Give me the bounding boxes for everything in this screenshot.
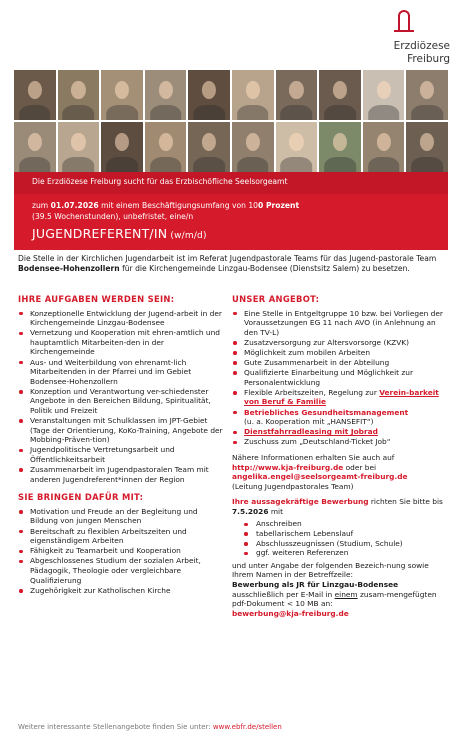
document-item-text: Abschlusszeugnissen (Studium, Schule): [256, 538, 403, 548]
contact-paragraph: [232, 453, 444, 491]
elderly-person-photo: [145, 70, 187, 120]
document-item: [244, 519, 444, 529]
task-item-text: Konzeptionelle Entwicklung der Jugend-arbeit in der Kirchengemeinde Linzgau-Bodensee: [30, 308, 222, 328]
man-photo: [319, 70, 361, 120]
bullet-icon: [233, 361, 237, 365]
bullet-icon: [19, 560, 23, 564]
bullet-icon: [244, 542, 248, 546]
document-item-text: ggf. weiteren Referenzen: [256, 548, 349, 558]
application-text-a: und unter Angabe der folgenden Bezeich-nung sowie Ihrem Namen in der Betreffzeile:: [232, 560, 429, 580]
offer-item-leasing: [232, 427, 444, 437]
bullet-icon: [19, 550, 23, 554]
woman-photo: [145, 122, 187, 172]
bullet-icon: [244, 552, 248, 556]
kja-website-link[interactable]: http://www.kja-freiburg.de: [232, 462, 344, 472]
task-item: [18, 328, 223, 357]
footer-jobs-link[interactable]: www.ebfr.de/stellen: [212, 723, 282, 731]
profile-item: [18, 586, 223, 596]
family-link[interactable]: Verein-barkeit von Beruf & Familie: [244, 387, 439, 407]
offer-ticket-text: Zuschuss zum „Deutschland-Ticket Job“: [244, 437, 391, 447]
man-photo: [101, 122, 143, 172]
task-item-text: Aus- und Weiterbildung von ehrenamt-lich Mitarbeitenden in der Pfarrei und im Gebiet Bodensee-Hohenzollern: [30, 357, 192, 386]
offer-item: [232, 368, 444, 387]
offer-flex-text: Flexible Arbeitszeiten, Regelung zur: [244, 387, 380, 397]
contact-email-link[interactable]: angelika.engel@seelsorgeamt-freiburg.de: [232, 472, 408, 482]
bullet-icon: [19, 390, 23, 394]
cathedral-icon: [394, 10, 414, 36]
bullet-icon: [19, 312, 23, 316]
profile-item: [18, 556, 223, 585]
intro-part-1: Die Stelle in der Kirchlichen Jugendarbeit ist im Referat Jugendpastorale Teams für das Jugend-pastorale Team: [18, 254, 437, 263]
bullet-icon: [233, 441, 237, 445]
bullet-icon: [244, 532, 248, 536]
photographer-photo: [406, 122, 448, 172]
bullet-icon: [19, 419, 23, 423]
banner-start-mid: mit einem Beschäftigungsumfang von 10: [98, 201, 259, 210]
profile-item-text: Bereitschaft zu flexiblen Arbeitszeiten und eigenständigem Arbeiten: [30, 526, 187, 546]
reading-person-photo: [188, 122, 230, 172]
profile-heading: SIE BRINGEN DAFÜR MIT:: [18, 492, 144, 503]
profile-item-text: Fähigkeit zu Teamarbeit und Kooperation: [30, 546, 181, 556]
woman-photo: [276, 122, 318, 172]
person-photo: [101, 70, 143, 120]
bullet-icon: [19, 361, 23, 365]
group-photo: [58, 70, 100, 120]
profile-item: [18, 546, 223, 556]
task-item-text: Veranstaltungen mit Schulklassen im JPT-Gebiet (Tage der Orientierung, KoKo-Training, Angebote der Mobbing-Präven-tion): [30, 416, 223, 445]
bullet-icon: [233, 312, 237, 316]
family-photo: [14, 122, 56, 172]
job-banner: [14, 172, 448, 250]
task-item-text: Vernetzung und Kooperation mit ehren-amtlich und hauptamtlich Mitarbeiten-den in der Kirchengemeinde: [30, 328, 220, 357]
application-text-b2: zusam-mengefügten pdf-Dokument < 10 MB an:: [232, 589, 437, 609]
profile-item-text: Motivation und Freude an der Begleitung und Bildung von jungen Menschen: [30, 506, 198, 526]
bullet-icon: [233, 431, 237, 435]
right-column: [232, 295, 444, 618]
bullet-icon: [233, 341, 237, 345]
offer-health-text: Betriebliches Gesundheitsmanagement: [244, 407, 409, 417]
task-item: [18, 445, 223, 464]
offer-item-text: Zusatzversorgung zur Altersvorsorge (KZVK): [244, 337, 410, 347]
photo-collage: [14, 70, 448, 172]
offer-health-sub: (u. a. Kooperation mit „HANSEFIT“): [244, 417, 374, 427]
bullet-icon: [233, 391, 237, 395]
banner-start-date: 01.07.2026: [50, 201, 99, 210]
profile-item-text: Zugehörigkeit zur Katholischen Kirche: [30, 585, 171, 595]
offer-item: [232, 358, 444, 368]
contact-text-2: oder bei: [343, 462, 377, 472]
offer-item-health: [232, 408, 444, 427]
banner-start-pre: zum: [32, 201, 51, 210]
bullet-icon: [19, 332, 23, 336]
logo-line-1: Erzdiözese: [393, 40, 450, 52]
bullet-icon: [233, 371, 237, 375]
seated-person-photo: [188, 70, 230, 120]
footer-text: Weitere interessante Stellenangebote finden Sie unter:: [18, 723, 213, 731]
offer-item-text: Eine Stelle in Entgeltgruppe 10 bzw. bei Vorliegen der Voraussetzungen EG 11 nach AVO (in Anlehnung an den TV-L): [244, 308, 443, 337]
job-title-suffix: (w/m/d): [167, 231, 207, 241]
profile-item: [18, 507, 223, 526]
team-meeting-photo: [14, 70, 56, 120]
application-deadline: 7.5.2026: [232, 506, 269, 516]
task-item-text: Konzeption und Verantwortung ver-schiedenster Angebote in den Bereichen Bildung, Spiritualität, Politik und Freizeit: [30, 386, 211, 416]
task-item: [18, 416, 223, 445]
offer-list-extra: [232, 388, 444, 447]
person-at-desk-photo: [363, 122, 405, 172]
child-photo: [58, 122, 100, 172]
jobrad-link[interactable]: Dienstfahrradleasing mit Jobrad: [244, 427, 378, 437]
profile-item: [18, 527, 223, 546]
offer-item-text: Qualifizierte Einarbeitung und Möglichkeit zur Personalentwicklung: [244, 368, 413, 387]
offer-item: [232, 348, 444, 358]
application-deadline-rest: mit: [268, 506, 283, 516]
application-subject: Bewerbung als JR für Linzgau-Bodensee: [232, 580, 399, 590]
banner-start-line: [14, 201, 448, 212]
outdoor-photo: [319, 122, 361, 172]
bullet-icon: [233, 351, 237, 355]
job-title-text: JUGENDREFERENT/IN: [32, 226, 168, 241]
group-photo: [406, 70, 448, 120]
application-text-b1: ausschließlich per E-Mail in: [232, 589, 335, 599]
banner-hours-line: (39.5 Wochenstunden), unbefristet, eine/n: [32, 211, 194, 221]
application-lead: [232, 497, 444, 516]
task-item: [18, 309, 223, 328]
profile-item-text: Abgeschlossenes Studium der sozialen Arbeit, Pädagogik, Theologie oder vergleichbare Qualifizierung: [30, 556, 201, 585]
task-item-text: Zusammenarbeit im Jugendpastoralen Team mit anderen Jugendreferent*innen der Region: [30, 465, 209, 484]
document-item: [244, 539, 444, 549]
offer-item-ticket: [232, 437, 444, 447]
document-item-text: tabellarischem Lebenslauf: [256, 529, 354, 539]
woman-photo: [276, 70, 318, 120]
footer: [18, 723, 282, 731]
person-photo: [232, 70, 274, 120]
offer-list: [232, 309, 444, 388]
offer-item-text: Möglichkeit zum mobilen Arbeiten: [244, 347, 371, 357]
banner-intro: Die Erzdiözese Freiburg sucht für das Erzbischöfliche Seelsorgeamt: [14, 172, 448, 194]
bullet-icon: [19, 510, 23, 514]
application-email-link[interactable]: bewerbung@kja-freiburg.de: [232, 608, 349, 618]
task-item: [18, 358, 223, 387]
bullet-icon: [244, 523, 248, 527]
bullet-icon: [19, 530, 23, 534]
application-text-underline: einem: [334, 589, 358, 599]
task-item: [18, 465, 223, 484]
profile-list: [18, 507, 223, 595]
job-title: [14, 226, 448, 241]
tasks-list: [18, 309, 223, 485]
offer-item: [232, 309, 444, 338]
left-column: [18, 295, 223, 596]
document-item: [244, 529, 444, 539]
application-lead-rest: richten Sie bitte bis: [368, 497, 443, 507]
intro-part-2: für die Kirchengemeinde Linzgau-Bodensee (Dienstsitz Salem) zu besetzen.: [119, 264, 410, 274]
bullet-icon: [19, 468, 23, 472]
offer-item-text: Gute Zusammenarbeit in der Abteilung: [244, 358, 390, 368]
meeting-photo: [232, 122, 274, 172]
task-item-text: Jugendpolitische Vertretungsarbeit und Öffentlichkeitsarbeit: [30, 445, 175, 464]
offer-item: [232, 338, 444, 348]
document-item: [244, 548, 444, 558]
tasks-heading: IHRE AUFGABEN WERDEN SEIN:: [18, 294, 175, 304]
erzdioezese-logo: [360, 8, 450, 66]
application-lead-red: Ihre aussagekräftige Bewerbung: [232, 497, 369, 507]
application-docs-list: [244, 519, 444, 557]
contact-role: (Leitung Jugendpastorales Team): [232, 481, 354, 491]
bullet-icon: [233, 411, 237, 415]
offer-item-flex: [232, 388, 444, 407]
logo-line-2: Freiburg: [407, 53, 450, 65]
office-photo: [363, 70, 405, 120]
intro-paragraph: [18, 254, 444, 275]
offer-heading: UNSER ANGEBOT:: [232, 294, 320, 304]
application-text: [232, 561, 444, 619]
contact-text-1: Nähere Informationen erhalten Sie auch auf: [232, 452, 395, 462]
document-item-text: Anschreiben: [256, 519, 302, 529]
task-item: [18, 387, 223, 416]
intro-team-name: Bodensee-Hohenzollern: [18, 264, 120, 274]
banner-start-percent: 0 Prozent: [258, 201, 300, 210]
bullet-icon: [19, 589, 23, 593]
bullet-icon: [19, 449, 23, 453]
